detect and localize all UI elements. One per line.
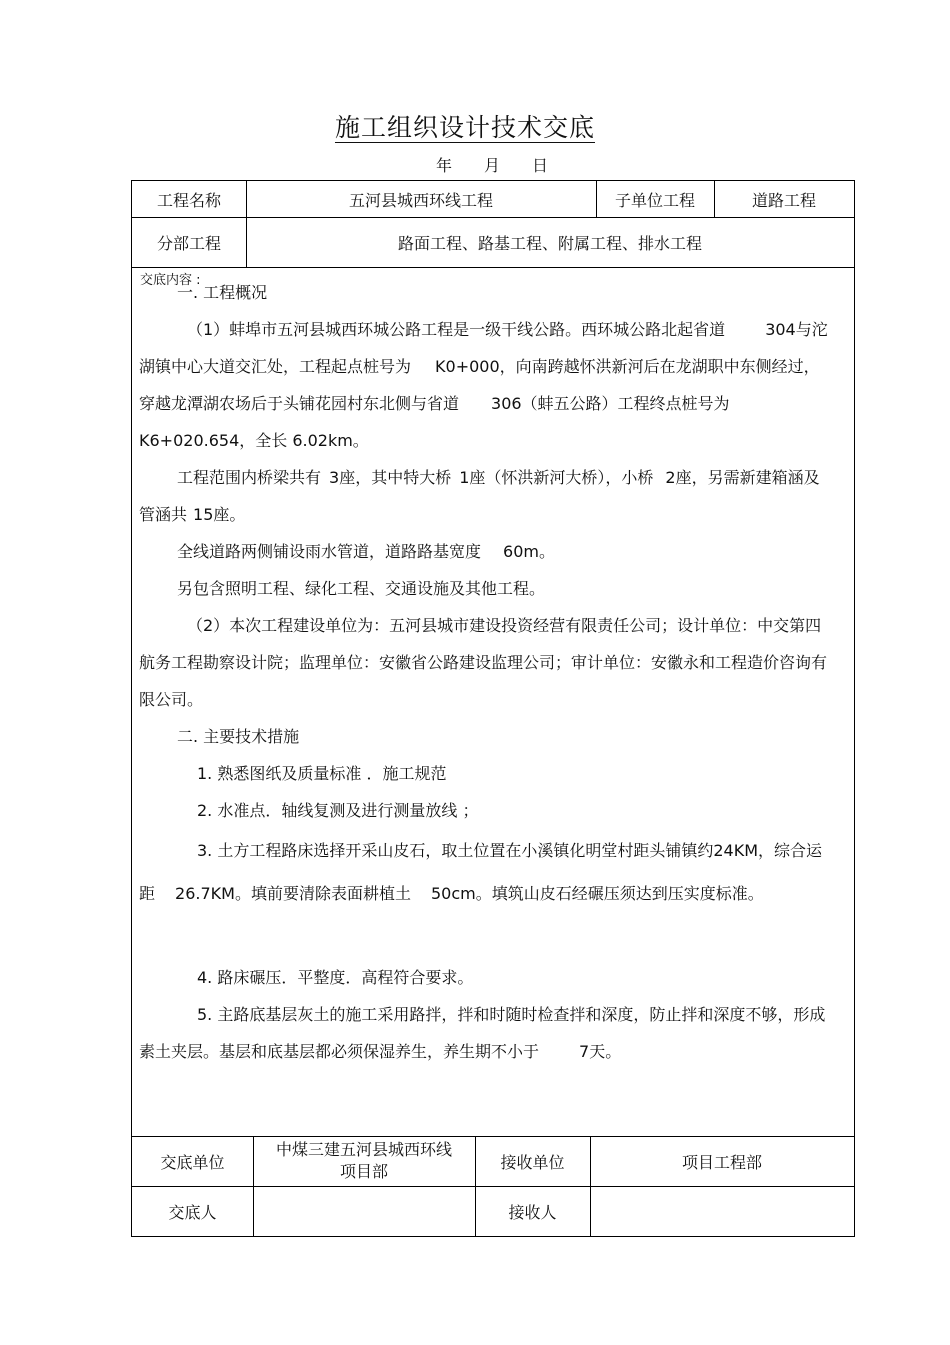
project-name-label: 工程名称 — [156, 190, 221, 210]
issuer-person-value[interactable] — [253, 1186, 475, 1236]
disclosure-table — [131, 180, 855, 1237]
content-label: 交底内容 : — [140, 273, 201, 288]
date-month: 月 — [484, 156, 501, 175]
overview-paragraph-1 — [139, 311, 832, 459]
date-day: 日 — [532, 156, 549, 175]
overview-paragraph-5: （2）本次工程建设单位为：五河县城市建设投资经营有限责任公司；设计单位：中交第四航务工程勘察设计院；监理单位：安徽省公路建设监理公司；审计单位：安徽永和工程造价咨询有限公司。 — [139, 616, 828, 709]
overview-paragraph-4: 另包含照明工程、绿化工程、交通设施及其他工程。 — [177, 579, 546, 598]
m5-text-a: 5. 主路底基层灰土的施工采用路拌，拌和时随时检查拌和深度，防止拌和深度不够，形成素土夹层。基层和底基层都必须保湿养生，养生期不小于 — [139, 1005, 826, 1061]
receiver-person-value[interactable] — [590, 1186, 854, 1236]
sub-unit-value: 道路工程 — [751, 190, 816, 210]
p2-text-a: 工程范围内桥梁共有 — [177, 468, 322, 487]
receiver-unit-label: 接收单位 — [500, 1152, 565, 1172]
p1-text-c: ，向南跨越怀洪新河后在龙湖职中东侧经过，穿越龙潭湖农场后于头铺花园村东北侧与省道 — [139, 357, 820, 413]
p1-text-b: 与沱湖镇中心大道交汇处，工程起点桩号为 — [139, 320, 828, 376]
measure-1: 1. 熟悉图纸及质量标准 ．施工规范 — [197, 764, 447, 783]
row-units — [132, 1136, 854, 1186]
section1-title: 一. 工程概况 — [177, 283, 268, 302]
content-area — [132, 267, 854, 1136]
issuer-unit-value: 中煤三建五河县城西环线项目部 — [275, 1140, 452, 1181]
m3-text-b: 24KM，综合运距 — [139, 841, 823, 903]
document-title — [0, 108, 950, 144]
m5-text-b: 7天。 — [579, 1042, 622, 1061]
p1-start-station: K0+000 — [435, 357, 500, 376]
issuer-person-label: 交底人 — [168, 1202, 217, 1222]
division-label: 分部工程 — [156, 233, 221, 253]
section2-title: 二. 主要技术措施 — [177, 727, 300, 746]
p1-text-a: （1）蚌埠市五河县城西环城公路工程是一级干线公路。西环城公路北起省道 — [187, 320, 726, 339]
measure-3 — [139, 829, 832, 915]
row-persons — [132, 1186, 854, 1236]
receiver-unit-value: 项目工程部 — [681, 1152, 762, 1172]
m3-text-d: 50cm。填筑山皮石经碾压须达到压实度标准。 — [430, 884, 764, 903]
measure-5 — [139, 996, 832, 1070]
row-division — [132, 217, 854, 267]
p1-road-304: 304 — [765, 320, 796, 339]
title-text: 施工组织设计技术交底 — [334, 113, 595, 142]
row-project-name — [132, 181, 854, 217]
p3-width: 60m。 — [503, 542, 555, 561]
division-value: 路面工程、路基工程、附属工程、排水工程 — [397, 233, 702, 253]
overview-paragraph-3 — [139, 533, 832, 570]
date-year: 年 — [436, 156, 453, 175]
p2-text-e: 15座。 — [193, 505, 246, 524]
issuer-unit-label: 交底单位 — [160, 1152, 225, 1172]
measure-4: 4. 路床碾压．平整度．高程符合要求。 — [197, 968, 474, 987]
p2-text-d: 2座，另需新建箱涵及管涵共 — [139, 468, 820, 524]
sub-unit-label: 子单位工程 — [614, 190, 695, 210]
p2-text-c: 1座（怀洪新河大桥），小桥 — [459, 468, 654, 487]
p2-text-b: 3座，其中特大桥 — [329, 468, 452, 487]
project-name-value: 五河县城西环线工程 — [348, 190, 493, 210]
receiver-person-label: 接收人 — [508, 1202, 557, 1222]
measure-2: 2. 水准点．轴线复测及进行测量放线 ； — [197, 801, 479, 820]
p1-text-d: 306（蚌五公路）工程终点桩号为 K6+020.654，全长 6.02km。 — [139, 394, 730, 450]
overview-paragraph-2 — [139, 459, 832, 533]
m3-text-a: 3. 土方工程路床选择开采山皮石，取土位置在小溪镇化明堂村距头铺镇约 — [197, 841, 714, 860]
p3-text-a: 全线道路两侧铺设雨水管道，道路路基宽度 — [177, 542, 482, 561]
m3-text-c: 26.7KM。填前要清除表面耕植土 — [175, 884, 411, 903]
